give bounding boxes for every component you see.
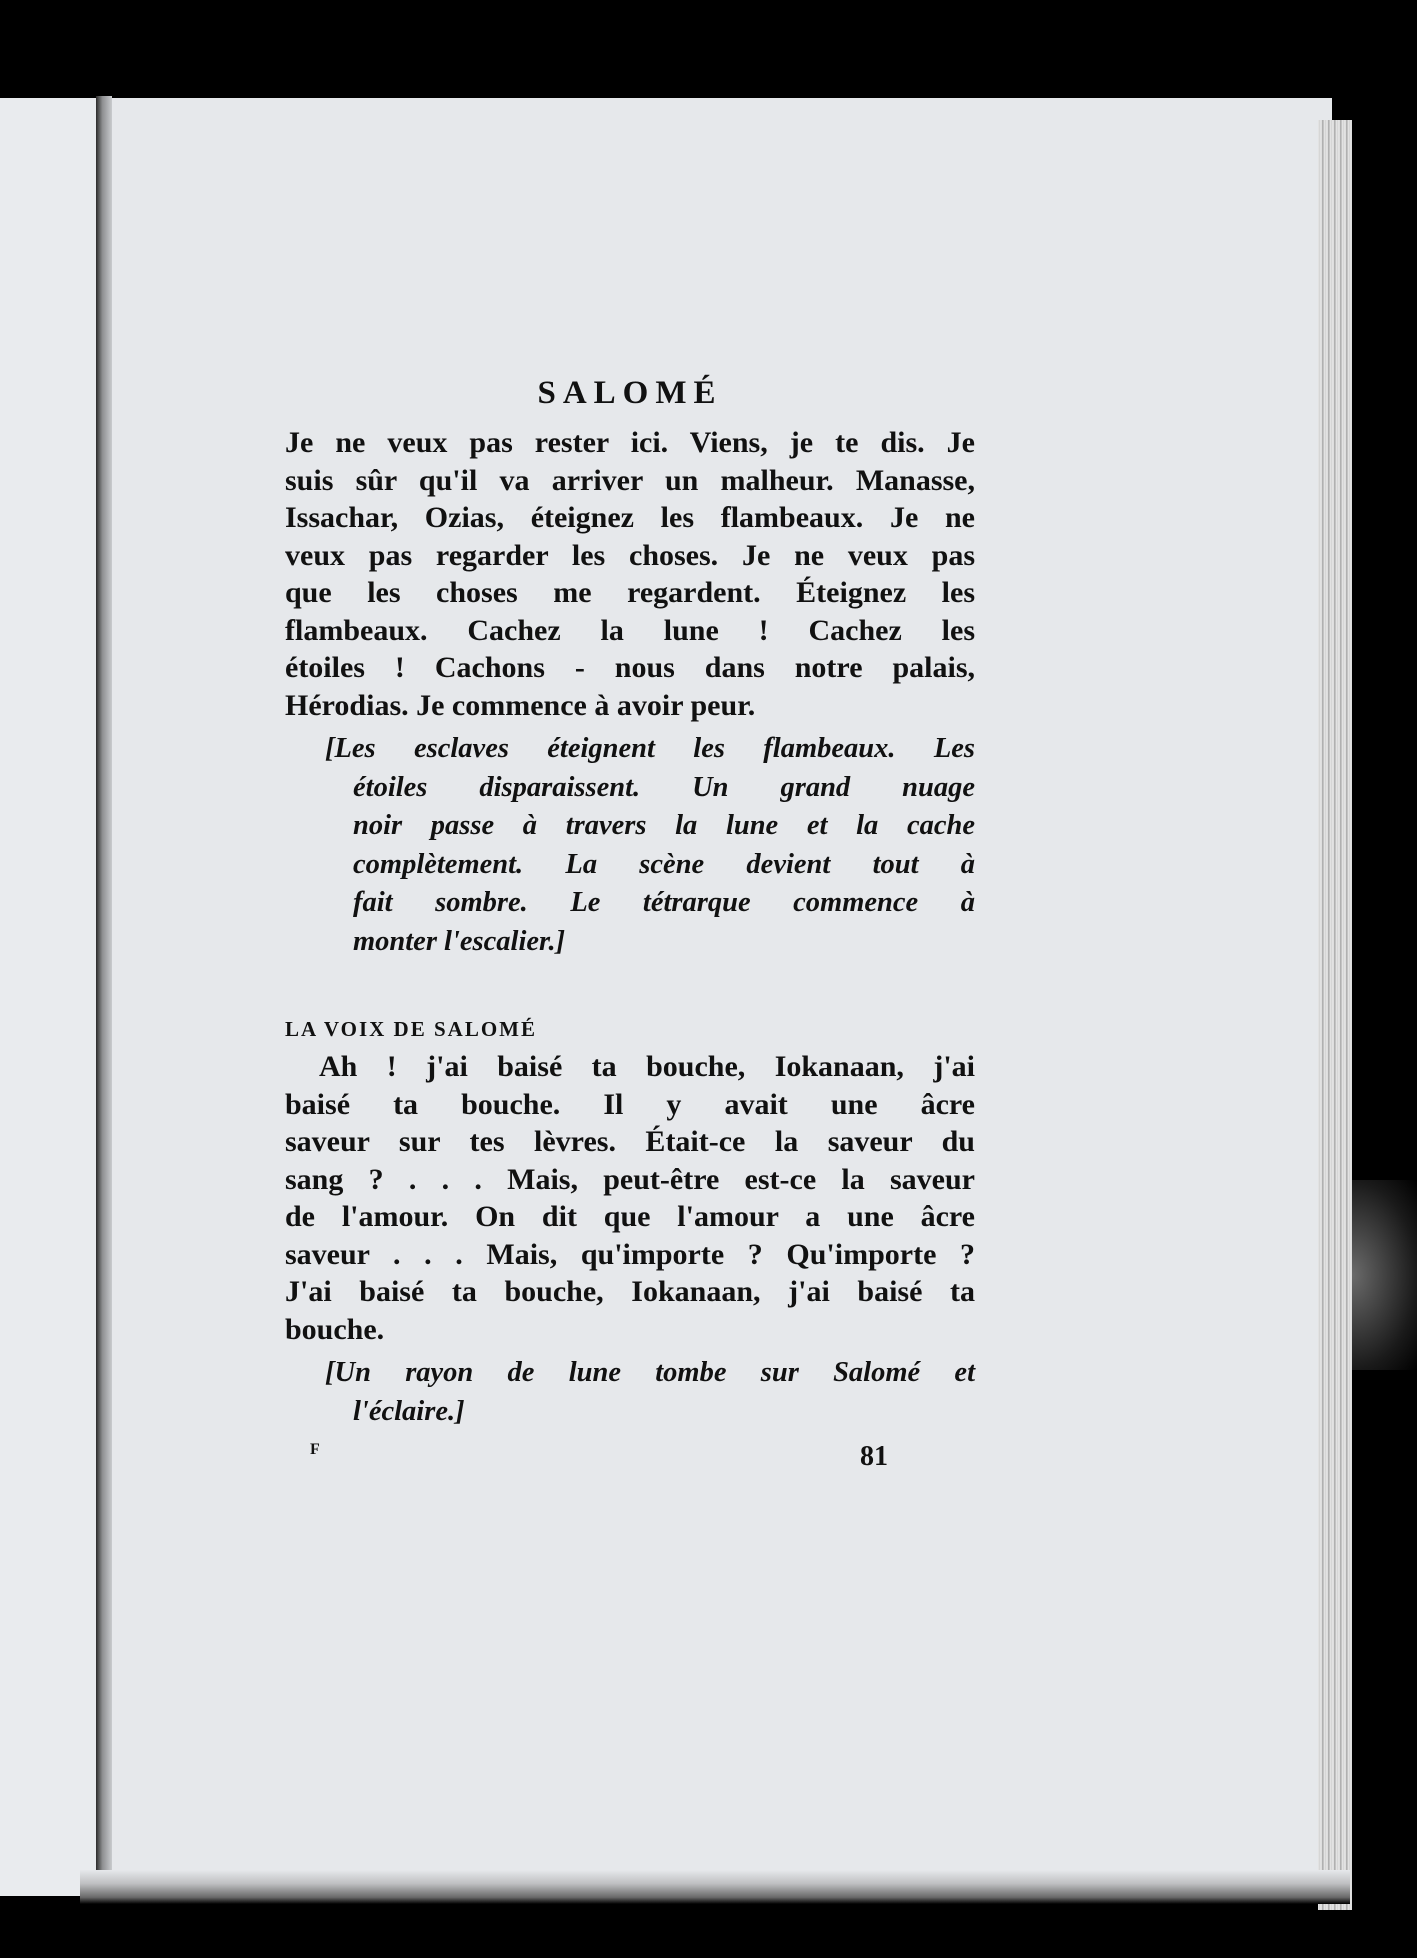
text-line: sang ? . . . Mais, peut-être est-ce la saveur [285,1162,975,1196]
text-line: saveur . . . Mais, qu'importe ? Qu'importe ? [285,1237,975,1271]
text-line: veux pas regarder les choses. Je ne veux pas [285,538,975,572]
text-line: de l'amour. On dit que l'amour a une âcre [285,1200,975,1233]
text-line: flambeaux. Cachez la lune ! Cachez les [285,613,975,647]
book-gutter [96,96,112,1896]
bottom-shadow [80,1870,1350,1904]
previous-page-edge [0,98,96,1896]
stage-line: étoiles disparaissent. Un grand nuage [353,771,975,803]
page-number: 81 [860,1441,888,1472]
stage-line: [Les esclaves éteignent les flambeaux. Les [325,733,975,764]
text-line: Issachar, Ozias, éteignez les flambeaux. Je ne [285,501,975,534]
text-line: étoiles ! Cachons - nous dans notre palais, [285,651,975,684]
stage-direction [325,1354,975,1431]
page-edges [1318,120,1352,1910]
stage-line: l'éclaire.] [353,1395,465,1427]
text-line: bouche. [285,1312,385,1346]
text-line: suis sûr qu'il va arriver un malheur. Manasse, [285,463,975,497]
text-line: saveur sur tes lèvres. Était-ce la saveur du [285,1125,975,1158]
paragraph-salome [285,1048,975,1348]
paragraph-herod [285,424,975,724]
text-line: Je ne veux pas rester ici. Viens, je te dis. Je [285,426,975,459]
edge-shadow [1352,1180,1417,1370]
stage-direction [325,730,975,961]
stage-line: noir passe à travers la lune et la cache [353,810,975,841]
text-line: que les choses me regardent. Éteignez les [285,576,975,609]
running-head: SALOMÉ [537,375,723,411]
stage-line: fait sombre. Le tétrarque commence à [353,887,975,918]
text-line: Hérodias. Je commence à avoir peur. [285,688,756,722]
signature-mark: F [310,1441,320,1458]
stage-line: monter l'escalier.] [353,925,566,957]
text-line: J'ai baisé ta bouche, Iokanaan, j'ai baisé ta [285,1275,975,1308]
stage-line: complètement. La scène devient tout à [353,848,975,880]
text-line: Ah ! j'ai baisé ta bouche, Iokanaan, j'ai [319,1050,975,1083]
speaker-name: LA VOIX DE SALOMÉ [285,1017,537,1041]
page-footer [285,1441,975,1481]
text-line: baisé ta bouche. Il y avait une âcre [285,1087,975,1121]
stage-line: [Un rayon de lune tombe sur Salomé et [325,1357,975,1388]
page-text [285,375,975,1481]
